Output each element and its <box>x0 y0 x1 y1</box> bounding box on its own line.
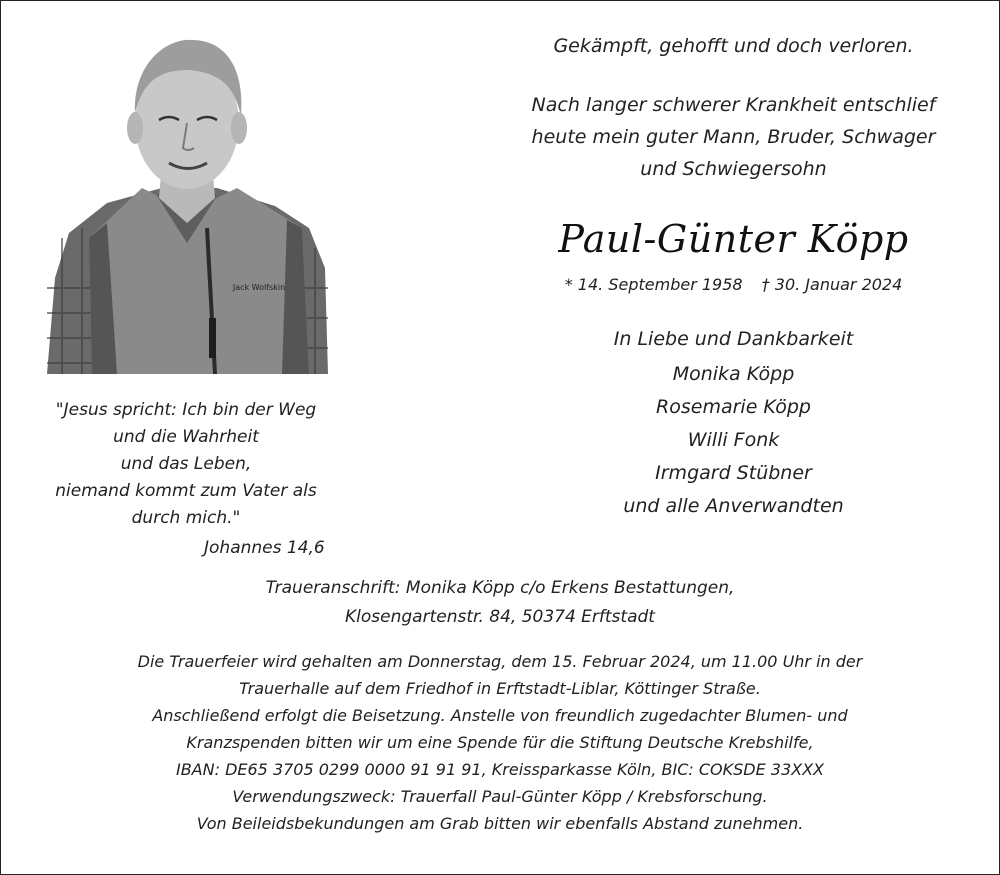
details-line: Die Trauerfeier wird gehalten am Donnerstag, dem 15. Februar 2024, um 11.00 Uhr in der <box>137 652 863 671</box>
mourner-name: Willi Fonk <box>687 429 780 451</box>
quote-line: durch mich." <box>131 508 241 528</box>
mourner-name: Monika Köpp <box>672 363 795 385</box>
funeral-details <box>1 648 999 837</box>
vest-logo: Jack Wolfskin <box>232 283 286 292</box>
quote-line: niemand kommt zum Vater als <box>55 481 317 501</box>
mourner-name: Irmgard Stübner <box>655 462 812 484</box>
bible-quote <box>21 397 351 558</box>
address-line: Klosengartenstr. 84, 50374 Erftstadt <box>345 607 655 627</box>
mourners-intro: In Liebe und Dankbarkeit <box>613 328 854 350</box>
quote-line: und das Leben, <box>120 454 252 474</box>
life-dates <box>461 274 1000 296</box>
deceased-name: Paul-Günter Köpp <box>558 217 909 261</box>
announcement-line: heute mein guter Mann, Bruder, Schwager <box>531 126 936 148</box>
details-line: IBAN: DE65 3705 0299 0000 91 91 91, Kreissparkasse Köln, BIC: COKSDE 33XXX <box>175 760 825 779</box>
mourner-name: Rosemarie Köpp <box>656 396 811 418</box>
motto: Gekämpft, gehofft und doch verloren. <box>553 35 914 57</box>
details-line: Anschließend erfolgt die Beisetzung. Anstelle von freundlich zugedachter Blumen- und <box>152 706 848 725</box>
announcement-column <box>461 31 1000 523</box>
death-date: † 30. Januar 2024 <box>761 275 903 294</box>
announcement-line: und Schwiegersohn <box>640 158 827 180</box>
details-line: Von Beileidsbekundungen am Grab bitten wir ebenfalls Abstand zunehmen. <box>196 814 804 833</box>
birth-date: * 14. September 1958 <box>564 275 743 294</box>
details-line: Kranzspenden bitten wir um eine Spende für die Stiftung Deutsche Krebshilfe, <box>186 733 814 752</box>
quote-line: und die Wahrheit <box>113 427 259 447</box>
announcement <box>461 89 1000 185</box>
quote-reference: Johannes 14,6 <box>204 538 325 558</box>
mourner-name: und alle Anverwandten <box>623 495 844 517</box>
details-line: Trauerhalle auf dem Friedhof in Erftstadt-Liblar, Köttinger Straße. <box>239 679 761 698</box>
mourners-list <box>461 358 1000 523</box>
portrait-photo <box>47 28 328 374</box>
details-line: Verwendungszweck: Trauerfall Paul-Günter Köpp / Krebsforschung. <box>232 787 768 806</box>
quote-line: "Jesus spricht: Ich bin der Weg <box>55 400 317 420</box>
announcement-line: Nach langer schwerer Krankheit entschlief <box>531 94 936 116</box>
address-line: Traueranschrift: Monika Köpp c/o Erkens Bestattungen, <box>265 578 735 598</box>
mourning-address <box>1 574 999 632</box>
